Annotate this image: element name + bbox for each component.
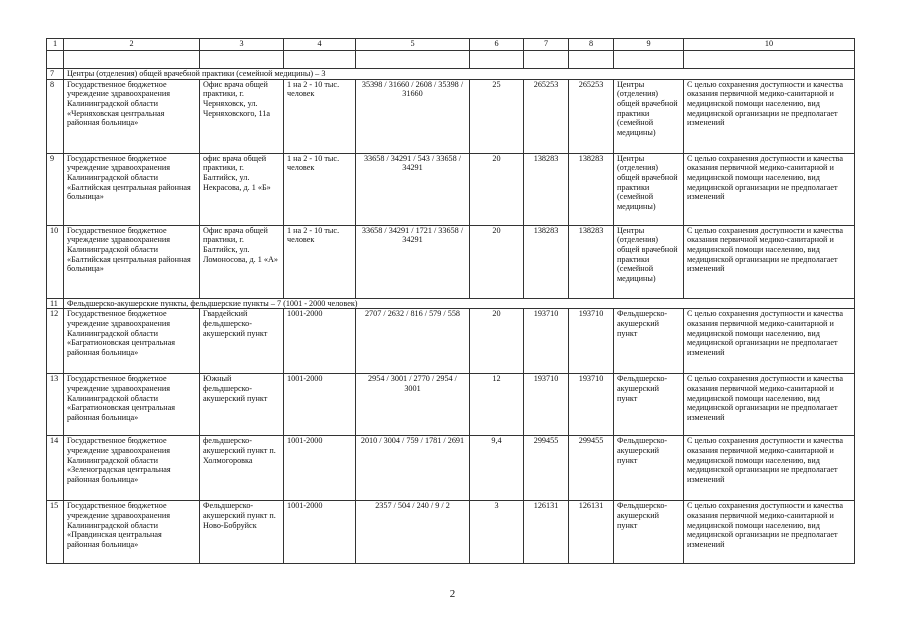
facility-name: офис врача общей практики, г. Балтийск, ул. Некрасова, д. 1 «Б»	[200, 153, 284, 225]
facility-type: Центры (отделения) общей врачебной практики (семейной медицины)	[614, 79, 684, 153]
note: С целью сохранения доступности и качества оказания первичной медико-санитарной и медицинской помощи населению, вид медицинской организации не предполагает изменений	[684, 501, 855, 564]
org-name: Государственное бюджетное учреждение здравоохранения Калининградской области «Правдинская центральная районная больница»	[64, 501, 200, 564]
row-number: 9	[47, 153, 64, 225]
row-number: 14	[47, 436, 64, 501]
value-b: 138283	[569, 153, 614, 225]
section-title: Центры (отделения) общей врачебной практики (семейной медицины) – 3	[64, 69, 855, 80]
note: С целью сохранения доступности и качества оказания первичной медико-санитарной и медицинской помощи населению, вид медицинской организации не предполагает изменений	[684, 79, 855, 153]
row-number: 13	[47, 374, 64, 436]
row-number: 15	[47, 501, 64, 564]
table-row	[47, 79, 855, 153]
facility-type: Фельдшерско-акушерский пункт	[614, 436, 684, 501]
header-cell: 6	[470, 39, 524, 51]
facilities-table	[46, 38, 855, 564]
value-a: 299455	[524, 436, 569, 501]
header-cell: 1	[47, 39, 64, 51]
table-row	[47, 374, 855, 436]
section-row	[47, 69, 855, 80]
note: С целью сохранения доступности и качества оказания первичной медико-санитарной и медицинской помощи населению, вид медицинской организации не предполагает изменений	[684, 225, 855, 298]
table-row	[47, 501, 855, 564]
value-a: 265253	[524, 79, 569, 153]
table-body	[47, 39, 855, 564]
population: 33658 / 34291 / 1721 / 33658 / 34291	[356, 225, 470, 298]
header-cell: 7	[524, 39, 569, 51]
org-name: Государственное бюджетное учреждение здравоохранения Калининградской области «Балтийская центральная районная больница»	[64, 153, 200, 225]
header-cell: 9	[614, 39, 684, 51]
value-a: 138283	[524, 153, 569, 225]
facility-type: Фельдшерско-акушерский пункт	[614, 309, 684, 374]
distance: 25	[470, 79, 524, 153]
note: С целью сохранения доступности и качества оказания первичной медико-санитарной и медицинской помощи населению, вид медицинской организации не предполагает изменений	[684, 309, 855, 374]
header-cell: 10	[684, 39, 855, 51]
page-number: 2	[449, 588, 456, 600]
header-cell: 5	[356, 39, 470, 51]
capacity: 1001-2000	[284, 374, 356, 436]
table-row	[47, 436, 855, 501]
capacity: 1001-2000	[284, 436, 356, 501]
table-row	[47, 309, 855, 374]
facility-type: Фельдшерско-акушерский пункт	[614, 374, 684, 436]
facility-name: фельдшерско-акушерский пункт п. Холмогоровка	[200, 436, 284, 501]
distance: 12	[470, 374, 524, 436]
org-name: Государственное бюджетное учреждение здравоохранения Калининградской области «Багратионовская центральная районная больница»	[64, 309, 200, 374]
value-a: 193710	[524, 309, 569, 374]
value-b: 138283	[569, 225, 614, 298]
distance: 9,4	[470, 436, 524, 501]
facility-type: Центры (отделения) общей врачебной практики (семейной медицины)	[614, 225, 684, 298]
capacity: 1001-2000	[284, 501, 356, 564]
org-name: Государственное бюджетное учреждение здравоохранения Калининградской области «Зеленоградская центральная районная больница»	[64, 436, 200, 501]
facility-name: Офис врача общей практики, г. Балтийск, ул. Ломоносова, д. 1 «А»	[200, 225, 284, 298]
note: С целью сохранения доступности и качества оказания первичной медико-санитарной и медицинской помощи населению, вид медицинской организации не предполагает изменений	[684, 374, 855, 436]
section-row	[47, 298, 855, 309]
header-cell: 3	[200, 39, 284, 51]
org-name: Государственное бюджетное учреждение здравоохранения Калининградской области «Балтийская центральная районная больница»	[64, 225, 200, 298]
header-row	[47, 39, 855, 51]
population: 35398 / 31660 / 2608 / 35398 / 31660	[356, 79, 470, 153]
row-number: 10	[47, 225, 64, 298]
capacity: 1 на 2 - 10 тыс. человек	[284, 153, 356, 225]
facility-type: Фельдшерско-акушерский пункт	[614, 501, 684, 564]
note: С целью сохранения доступности и качества оказания первичной медико-санитарной и медицинской помощи населению, вид медицинской организации не предполагает изменений	[684, 153, 855, 225]
capacity: 1 на 2 - 10 тыс. человек	[284, 79, 356, 153]
facility-type: Центры (отделения) общей врачебной практики (семейной медицины)	[614, 153, 684, 225]
capacity: 1 на 2 - 10 тыс. человек	[284, 225, 356, 298]
distance: 20	[470, 153, 524, 225]
distance: 20	[470, 309, 524, 374]
facility-name: Гвардейский фельдшерско-акушерский пункт	[200, 309, 284, 374]
header-cell: 8	[569, 39, 614, 51]
header-cell: 4	[284, 39, 356, 51]
table-row	[47, 153, 855, 225]
value-b: 265253	[569, 79, 614, 153]
value-b: 193710	[569, 374, 614, 436]
value-a: 126131	[524, 501, 569, 564]
facility-name: Фельдшерско-акушерский пункт п. Ново-Бобруйск	[200, 501, 284, 564]
section-title: Фельдшерско-акушерские пункты, фельдшерские пункты – 7 (1001 - 2000 человек)	[64, 298, 855, 309]
section-number: 7	[47, 69, 64, 80]
population: 2707 / 2632 / 816 / 579 / 558	[356, 309, 470, 374]
population: 2357 / 504 / 240 / 9 / 2	[356, 501, 470, 564]
distance: 3	[470, 501, 524, 564]
distance: 20	[470, 225, 524, 298]
note: С целью сохранения доступности и качества оказания первичной медико-санитарной и медицинской помощи населению, вид медицинской организации не предполагает изменений	[684, 436, 855, 501]
capacity: 1001-2000	[284, 309, 356, 374]
facility-name: Офис врача общей практики, г. Черняховск, ул. Черняховского, 11а	[200, 79, 284, 153]
row-number: 8	[47, 79, 64, 153]
facility-name: Южный фельдшерско-акушерский пункт	[200, 374, 284, 436]
value-a: 138283	[524, 225, 569, 298]
population: 33658 / 34291 / 543 / 33658 / 34291	[356, 153, 470, 225]
empty-row	[47, 51, 855, 69]
value-a: 193710	[524, 374, 569, 436]
population: 2010 / 3004 / 759 / 1781 / 2691	[356, 436, 470, 501]
population: 2954 / 3001 / 2770 / 2954 / 3001	[356, 374, 470, 436]
value-b: 126131	[569, 501, 614, 564]
org-name: Государственное бюджетное учреждение здравоохранения Калининградской области «Багратионовская центральная районная больница»	[64, 374, 200, 436]
section-number: 11	[47, 298, 64, 309]
header-cell: 2	[64, 39, 200, 51]
value-b: 193710	[569, 309, 614, 374]
row-number: 12	[47, 309, 64, 374]
table-row	[47, 225, 855, 298]
org-name: Государственное бюджетное учреждение здравоохранения Калининградской области «Черняховская центральная районная больница»	[64, 79, 200, 153]
value-b: 299455	[569, 436, 614, 501]
